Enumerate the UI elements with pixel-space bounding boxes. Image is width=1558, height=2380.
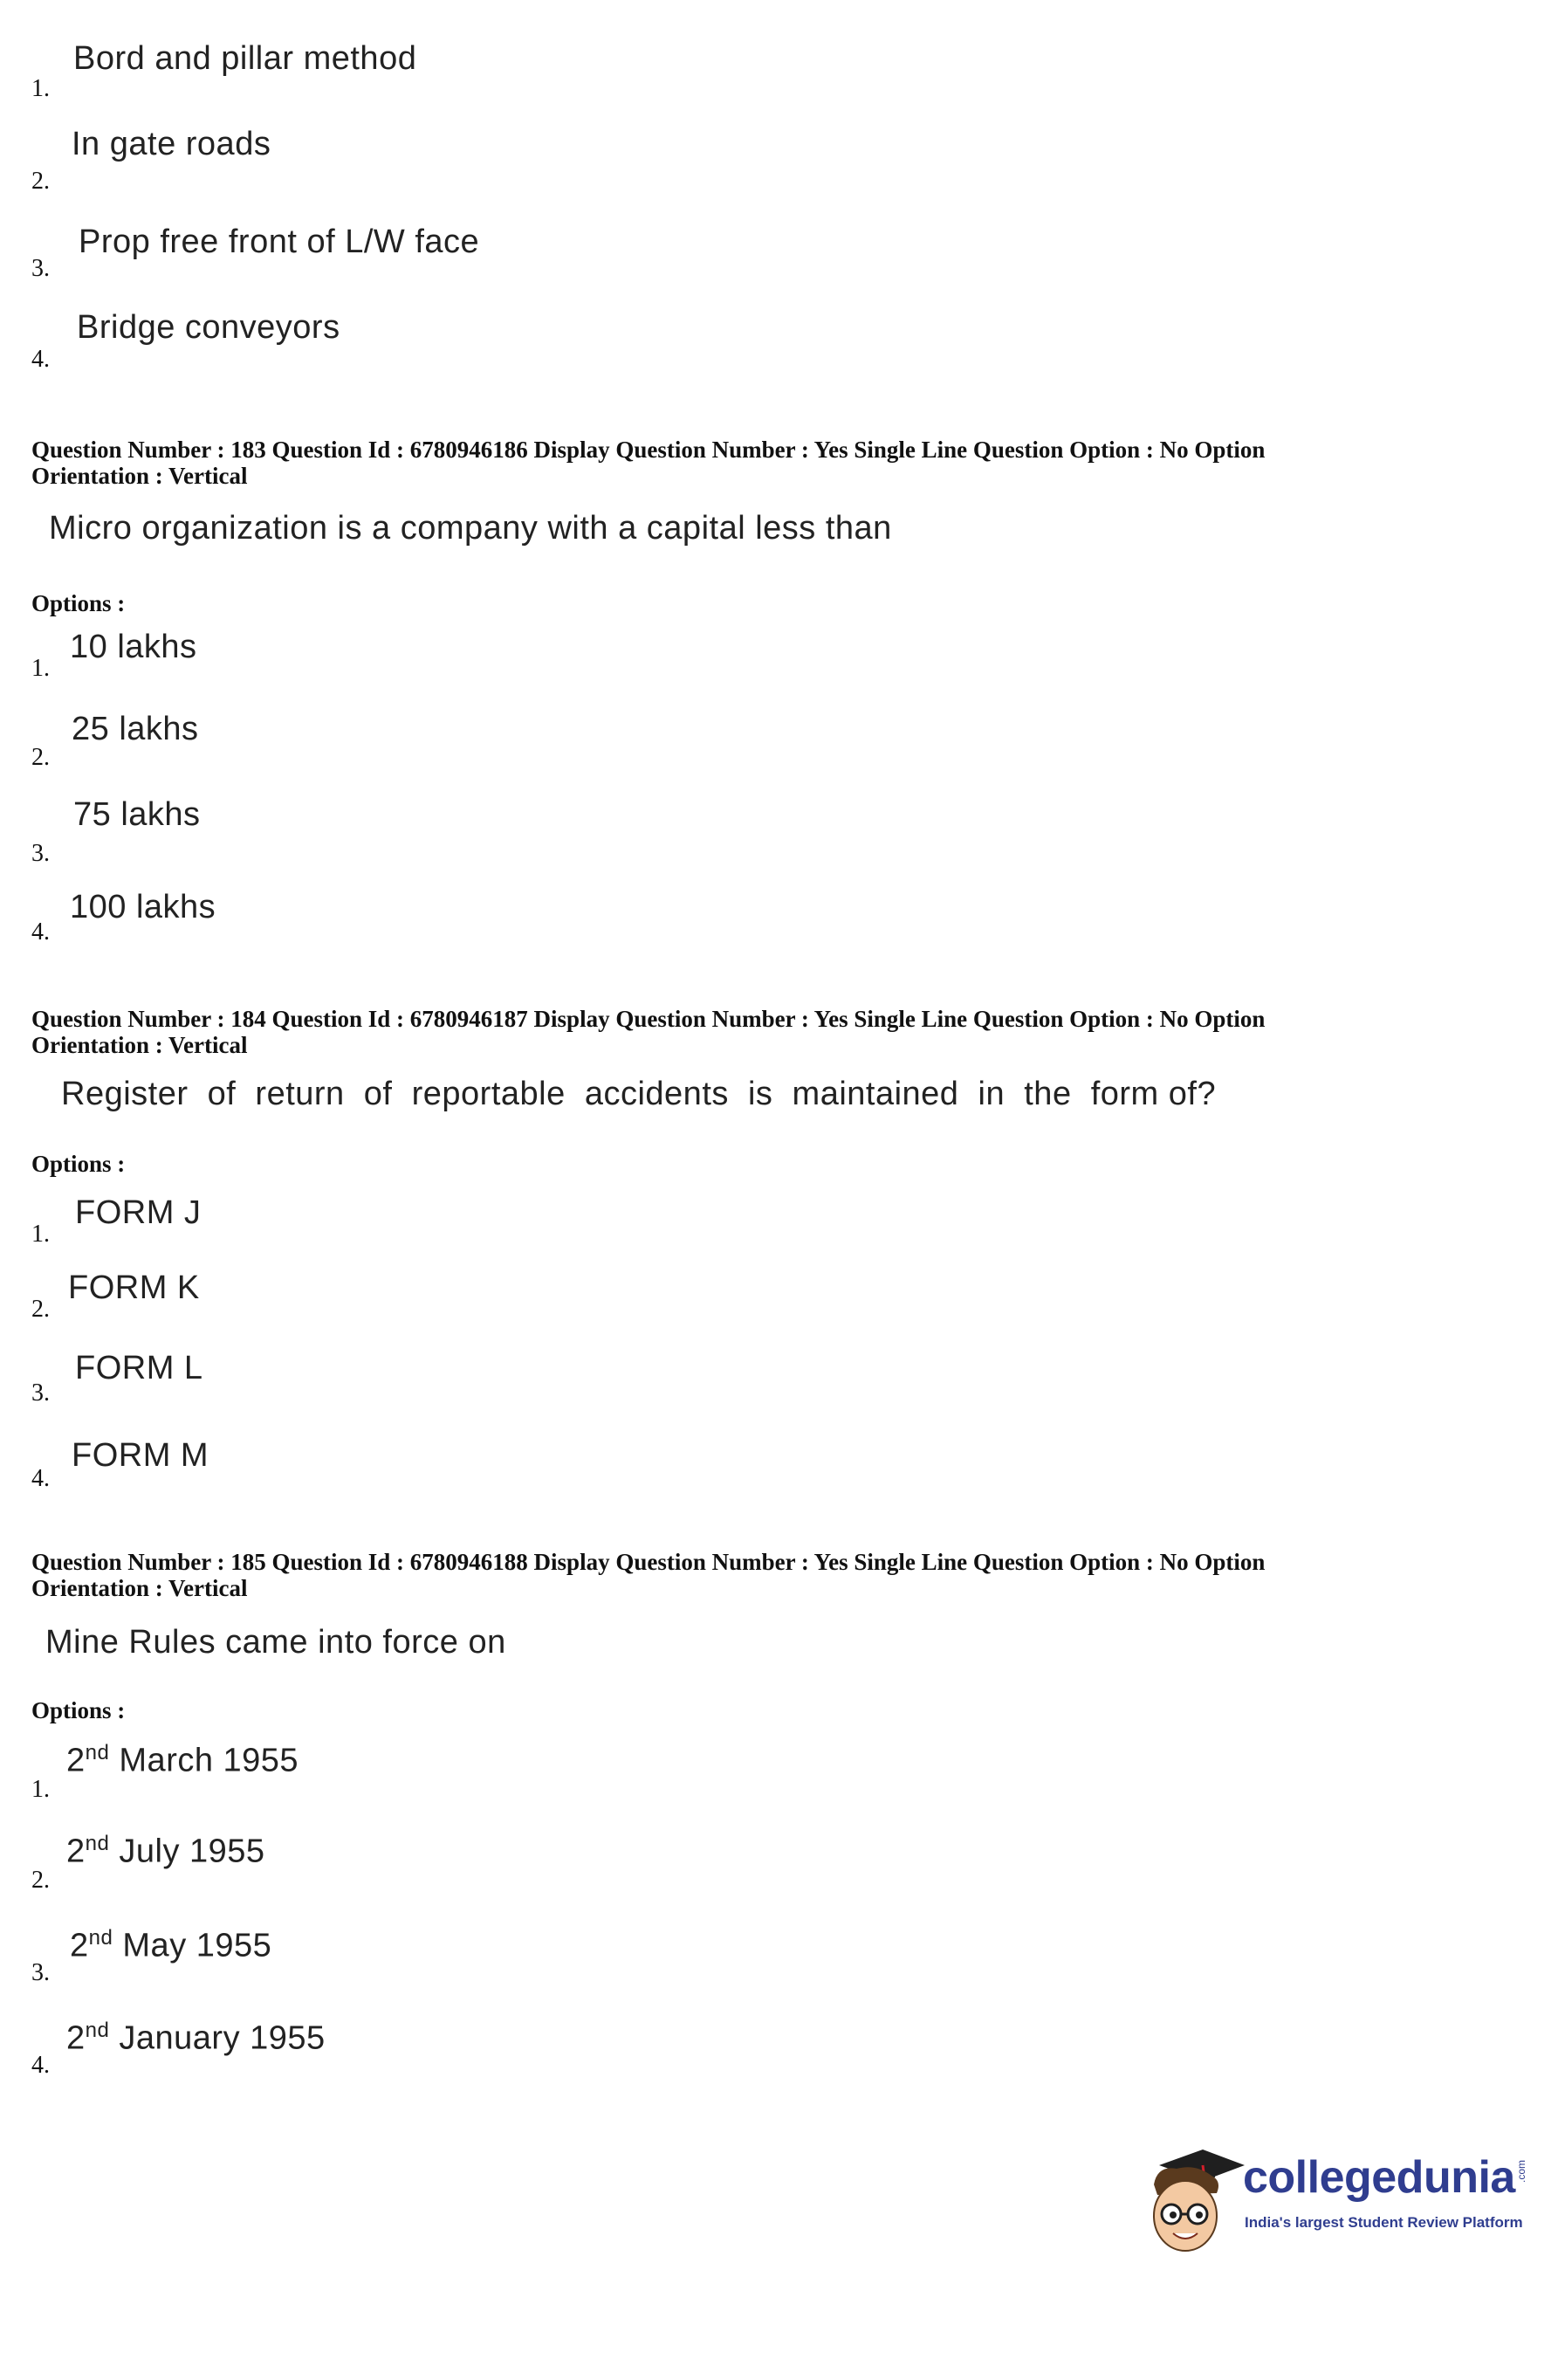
option-text: In gate roads bbox=[72, 126, 271, 162]
q183-option-2 bbox=[31, 709, 1079, 788]
option-text: 75 lakhs bbox=[73, 796, 201, 833]
option-text: 10 lakhs bbox=[70, 629, 197, 665]
question-184-meta bbox=[31, 1006, 1533, 1058]
q185-option-3 bbox=[31, 1919, 1079, 1998]
question-185-meta bbox=[31, 1549, 1533, 1601]
option-number: 3. bbox=[31, 1959, 50, 1986]
q184-option-2 bbox=[31, 1266, 1079, 1345]
option-text bbox=[70, 1926, 271, 1965]
prev-option-3 bbox=[31, 218, 1079, 297]
option-number: 1. bbox=[31, 1221, 50, 1248]
meta-line-1: Question Number : 183 Question Id : 6780946186 Display Question Number : Yes Single Line Question Option : No Option bbox=[31, 437, 1266, 463]
option-number: 3. bbox=[31, 255, 50, 282]
option-number: 2. bbox=[31, 1296, 50, 1323]
option-text: FORM M bbox=[72, 1437, 209, 1474]
logo-tagline: India's largest Student Review Platform bbox=[1245, 2214, 1523, 2231]
options-label: Options : bbox=[31, 1697, 126, 1723]
question-183-text: Micro organization is a company with a capital less than bbox=[49, 510, 892, 547]
option-number: 2. bbox=[31, 1867, 50, 1894]
question-184-text: Register of return of reportable accidents is maintained in the form of? bbox=[61, 1076, 1217, 1112]
option-number: 1. bbox=[31, 75, 50, 102]
meta-line-2: Orientation : Vertical bbox=[31, 463, 248, 489]
option-text: 25 lakhs bbox=[72, 711, 199, 747]
option-text: FORM L bbox=[75, 1350, 203, 1386]
month-year: January 1955 bbox=[109, 2019, 326, 2057]
logo-com: .com bbox=[1515, 2159, 1528, 2184]
options-label: Options : bbox=[31, 590, 126, 616]
question-185-text: Mine Rules came into force on bbox=[45, 1624, 506, 1661]
day-suffix: nd bbox=[88, 1926, 113, 1950]
option-number: 4. bbox=[31, 2052, 50, 2079]
q184-option-4 bbox=[31, 1432, 1079, 1510]
question-183-meta bbox=[31, 437, 1533, 489]
day: 2 bbox=[66, 1833, 86, 1870]
q184-option-3 bbox=[31, 1346, 1079, 1425]
option-number: 1. bbox=[31, 1776, 50, 1803]
q183-option-4 bbox=[31, 889, 1079, 967]
q185-option-4 bbox=[31, 2012, 1079, 2090]
options-label: Options : bbox=[31, 1151, 126, 1177]
option-text: Prop free front of L/W face bbox=[79, 224, 480, 260]
prev-option-4 bbox=[31, 302, 1079, 381]
day-suffix: nd bbox=[85, 2019, 110, 2042]
month-year: March 1955 bbox=[109, 1742, 299, 1779]
q183-option-3 bbox=[31, 793, 1079, 871]
mascot-icon bbox=[1142, 2130, 1246, 2261]
option-text: Bord and pillar method bbox=[73, 40, 417, 77]
option-number: 2. bbox=[31, 744, 50, 771]
option-text bbox=[66, 2019, 326, 2058]
option-number: 4. bbox=[31, 1465, 50, 1492]
day: 2 bbox=[66, 1742, 86, 1779]
option-text: 100 lakhs bbox=[70, 889, 216, 925]
option-text bbox=[66, 1832, 265, 1871]
option-text bbox=[66, 1741, 299, 1780]
meta-line-1: Question Number : 184 Question Id : 6780946187 Display Question Number : Yes Single Line Question Option : No Option bbox=[31, 1006, 1266, 1032]
meta-line-2: Orientation : Vertical bbox=[31, 1575, 248, 1601]
day: 2 bbox=[70, 1927, 89, 1964]
q185-option-2 bbox=[31, 1828, 1079, 1907]
option-number: 1. bbox=[31, 655, 50, 682]
day-suffix: nd bbox=[85, 1741, 110, 1764]
month-year: July 1955 bbox=[109, 1833, 265, 1870]
logo-name: collegedunia bbox=[1243, 2152, 1515, 2203]
option-number: 2. bbox=[31, 168, 50, 195]
option-text: Bridge conveyors bbox=[77, 309, 340, 346]
month-year: May 1955 bbox=[113, 1927, 272, 1964]
option-number: 3. bbox=[31, 1379, 50, 1407]
prev-option-2 bbox=[31, 119, 1079, 197]
q184-option-1 bbox=[31, 1193, 1079, 1271]
option-number: 4. bbox=[31, 918, 50, 946]
option-number: 4. bbox=[31, 346, 50, 373]
option-text: FORM K bbox=[68, 1269, 200, 1306]
option-number: 3. bbox=[31, 840, 50, 867]
meta-line-2: Orientation : Vertical bbox=[31, 1032, 248, 1058]
day-suffix: nd bbox=[85, 1832, 110, 1855]
meta-line-1: Question Number : 185 Question Id : 6780946188 Display Question Number : Yes Single Line Question Option : No Option bbox=[31, 1549, 1266, 1575]
q185-option-1 bbox=[31, 1737, 1079, 1816]
q183-option-1 bbox=[31, 625, 1079, 704]
collegedunia-logo[interactable] bbox=[1142, 2130, 1526, 2261]
day: 2 bbox=[66, 2019, 86, 2057]
option-text: FORM J bbox=[75, 1194, 202, 1231]
prev-option-1 bbox=[31, 35, 1079, 113]
